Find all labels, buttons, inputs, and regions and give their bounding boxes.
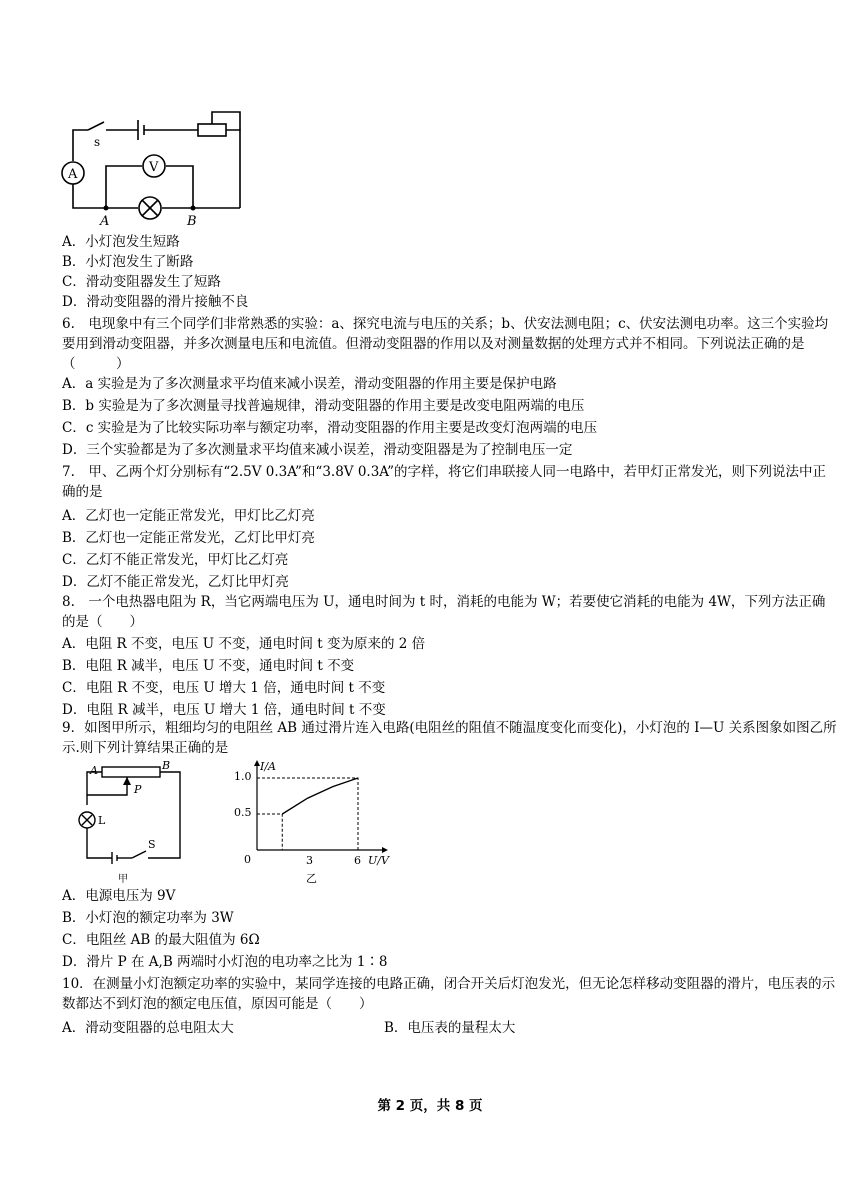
x-tick-3: 3 [306, 854, 313, 867]
q10-option-a: A．滑动变阻器的总电阻太大 [62, 1020, 234, 1036]
x-axis-label: U/V [368, 854, 389, 867]
q7-option-c: C．乙灯不能正常发光，甲灯比乙灯亮 [62, 552, 289, 568]
q6-stem: 6. 电现象中有三个同学们非常熟悉的实验：a、探究电流与电压的关系；b、伏安法测电阻；c、伏安法测电功率。这三个实验均要用到滑动变阻器，并多次测量电压和电流值。但滑动变阻器的作用以及对测量数据的处理方式并不相同。下列说法正确的是（ ） [62, 316, 829, 372]
q8-option-b: B．电阻 R 减半，电压 U 不变，通电时间 t 不变 [62, 658, 355, 674]
q8-stem: 8. 一个电热器电阻为 R，当它两端电压为 U，通电时间为 t 时，消耗的电能为 W；若要使它消耗的电能为 4W，下列方法正确的是（ ） [62, 594, 826, 630]
jia-label-p: P [134, 783, 142, 796]
q6-option-b: B．b 实验是为了多次测量寻找普遍规律，滑动变阻器的作用主要是改变电阻两端的电压 [62, 398, 585, 414]
origin-label: 0 [244, 853, 251, 866]
q5-option-c: C．滑动变阻器发生了短路 [62, 274, 221, 290]
q9-figures [62, 760, 402, 885]
jia-label-l: L [98, 814, 106, 827]
q7-stem: 7. 甲、乙两个灯分别标有“2.5V 0.3A”和“3.8V 0.3A”的字样，将它们串联接人同一电路中，若甲灯正常发光，则下列说法中正确的是 [62, 464, 826, 500]
page-footer: 第 2 页，共 8 页 [377, 1098, 483, 1114]
jia-label-a: A [90, 764, 98, 777]
q9-option-d: D．滑片 P 在 A,B 两端时小灯泡的电功率之比为 1∶8 [62, 954, 388, 970]
jia-caption: 甲 [118, 874, 128, 885]
y-axis-label: I/A [260, 760, 276, 773]
q6-option-c: C．c 实验是为了比较实际功率与额定功率，滑动变阻器的作用主要是改变灯泡两端的电压 [62, 420, 598, 436]
q9-stem: 9．如图甲所示，粗细均匀的电阻丝 AB 通过滑片连入电路(电阻丝的阻值不随温度变化而变化)，小灯泡的 I—U 关系图象如图乙所示.则下列计算结果正确的是 [62, 720, 837, 756]
ammeter-label: A [68, 167, 78, 182]
q9-option-b: B．小灯泡的额定功率为 3W [62, 910, 234, 926]
guide-line-0 [257, 814, 282, 850]
y-tick-1: 1.0 [234, 770, 252, 783]
q8-option-d: D．电阻 R 减半，电压 U 增大 1 倍，通电时间 t 不变 [62, 702, 386, 718]
q9-option-a: A．电源电压为 9V [62, 888, 176, 904]
q5-option-b: B．小灯泡发生了断路 [62, 254, 194, 270]
q5-option-a: A．小灯泡发生短路 [62, 234, 180, 250]
q7-option-b: B．乙灯也一定能正常发光，乙灯比甲灯亮 [62, 530, 315, 546]
q5-option-d: D．滑动变阻器的滑片接触不良 [62, 294, 249, 310]
q10-option-b: B．电压表的量程太大 [384, 1020, 516, 1036]
y-tick-05: 0.5 [234, 806, 252, 819]
q6-option-d: D．三个实验都是为了多次测量求平均值来减小误差，滑动变阻器是为了控制电压一定 [62, 442, 573, 458]
q7-option-a: A．乙灯也一定能正常发光，甲灯比乙灯亮 [62, 508, 315, 524]
q8-option-c: C．电阻 R 不变，电压 U 增大 1 倍，通电时间 t 不变 [62, 680, 386, 696]
q8-option-a: A．电阻 R 不变，电压 U 不变，通电时间 t 变为原来的 2 倍 [62, 636, 426, 652]
voltmeter-label: V [149, 160, 159, 175]
q10-stem: 10．在测量小灯泡额定功率的实验中，某同学连接的电路正确，闭合开关后灯泡发光，但无论怎样移动变阻器的滑片，电压表的示数都达不到灯泡的额定电压值，原因可能是（ ） [62, 976, 836, 1012]
q6-option-a: A．a 实验是为了多次测量求平均值来减小误差，滑动变阻器的作用主要是保护电路 [62, 376, 557, 392]
x-tick-6: 6 [354, 854, 361, 867]
iu-graph [234, 760, 390, 885]
switch-label: s [94, 135, 101, 149]
q9-option-c: C．电阻丝 AB 的最大阻值为 6Ω [62, 932, 260, 948]
circuit-diagram-q5 [58, 108, 253, 228]
point-a-label: A [100, 214, 110, 228]
jia-label-s: S [148, 838, 156, 851]
q7-option-d: D．乙灯不能正常发光，乙灯比甲灯亮 [62, 574, 289, 590]
yi-caption: 乙 [306, 872, 317, 885]
iu-curve [282, 778, 358, 814]
point-b-label: B [187, 214, 197, 228]
jia-label-b: B [162, 760, 171, 772]
